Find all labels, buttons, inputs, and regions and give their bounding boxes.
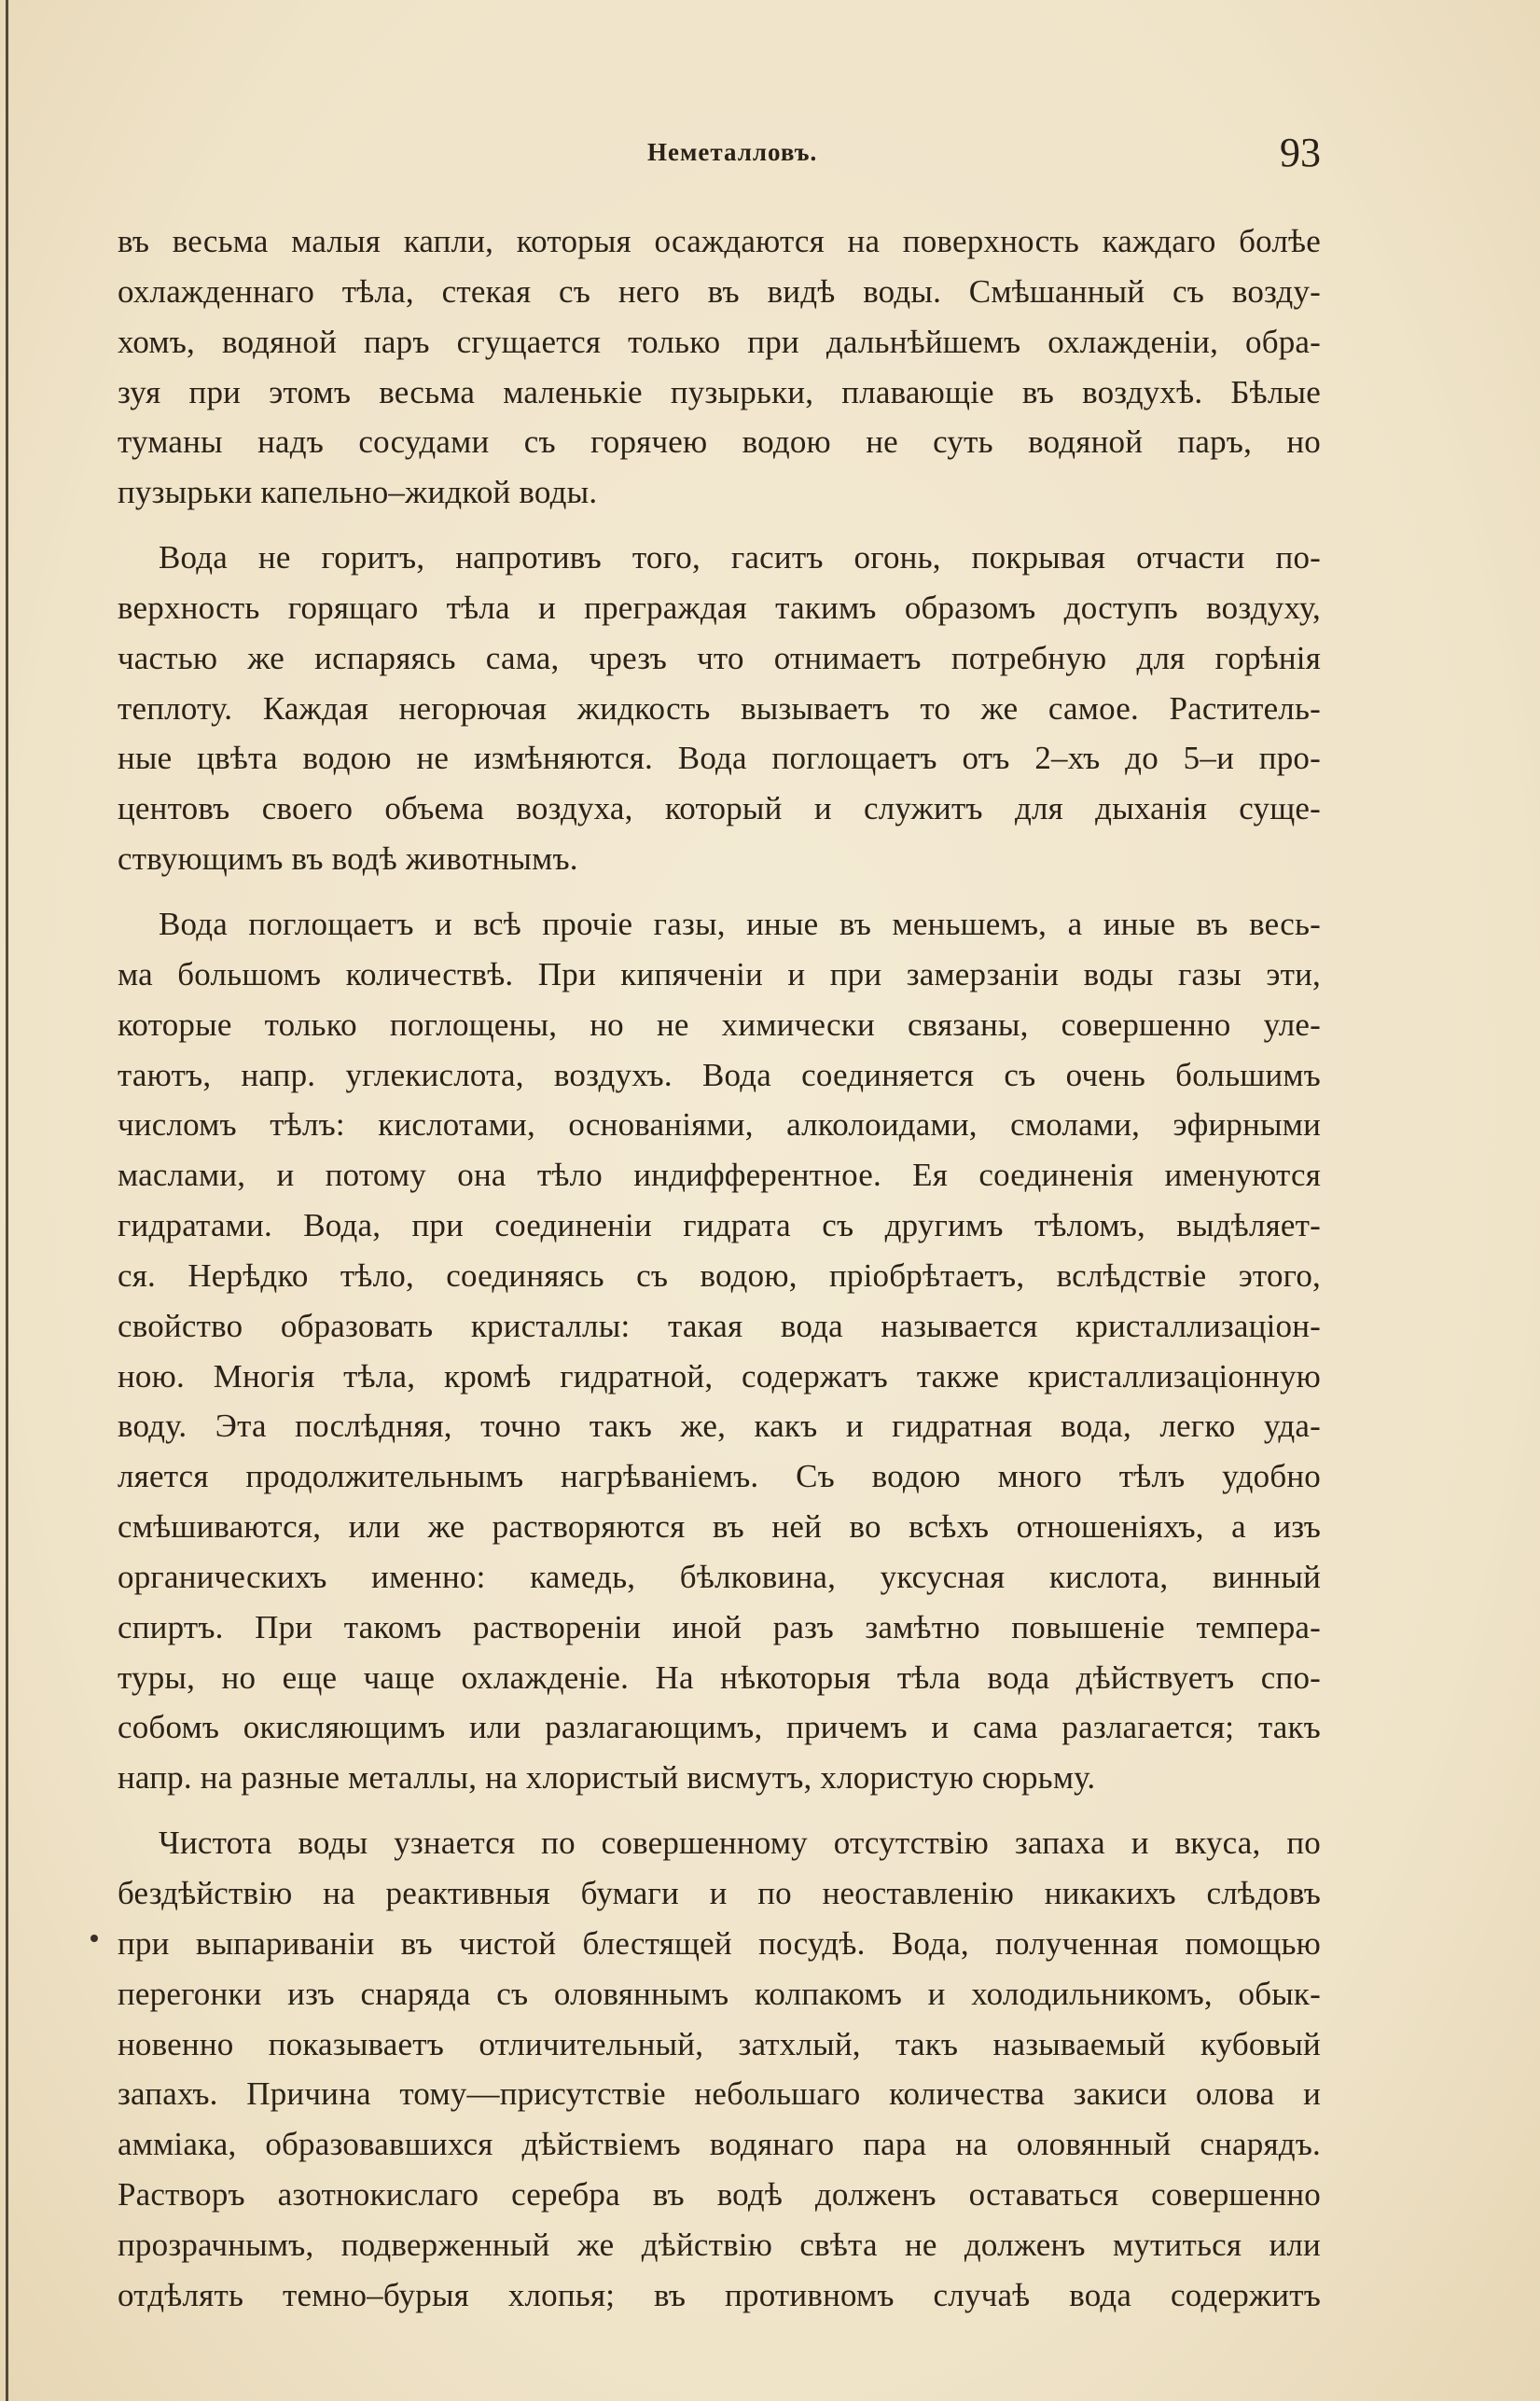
paragraph-1	[118, 216, 1321, 518]
text-line: напр. на разные металлы, на хлористый висмутъ, хлористую сюрьму.	[118, 1759, 1096, 1797]
text-line: хомъ, водяной паръ сгущается только при дальнѣйшемъ охлажденіи, обра-	[118, 323, 1321, 360]
text-line: частью же испаряясь сама, чрезъ что отнимаетъ потребную для горѣнія	[118, 639, 1321, 676]
text-line: спиртъ. При такомъ раствореніи иной разъ замѣтно повышеніе темпера-	[118, 1608, 1321, 1645]
text-line: ствующимъ въ водѣ животнымъ.	[118, 840, 578, 878]
ink-spot-mark	[90, 1935, 98, 1942]
paragraph-3	[118, 899, 1321, 1803]
text-line: отдѣлять темно–бурыя хлопья; въ противномъ случаѣ вода содержитъ	[118, 2276, 1321, 2313]
paragraph-2	[118, 533, 1321, 884]
text-line: воду. Эта послѣдняя, точно такъ же, какъ и гидратная вода, легко уда-	[118, 1408, 1321, 1445]
text-line: ные цвѣта водою не измѣняются. Вода поглощаетъ отъ 2–хъ до 5–и про-	[118, 740, 1321, 777]
text-line: теплоту. Каждая негорючая жидкость вызываетъ то же самое. Раститель-	[118, 689, 1321, 727]
text-line: таютъ, напр. углекислота, воздухъ. Вода соединяется съ очень большимъ	[118, 1056, 1321, 1093]
text-line: числомъ тѣлъ: кислотами, основаніями, алколоидами, смолами, эфирными	[118, 1106, 1321, 1144]
text-line: запахъ. Причина тому—присутствіе небольшаго количества закиси олова и	[118, 2075, 1321, 2113]
text-line: туры, но еще чаще охлажденіе. На нѣкоторыя тѣла вода дѣйствуетъ спо-	[118, 1658, 1321, 1696]
text-line: зуя при этомъ весьма маленькіе пузырьки, плавающіе въ воздухѣ. Бѣлые	[118, 373, 1321, 410]
page-header	[0, 129, 1540, 185]
text-line: Вода поглощаетъ и всѣ прочіе газы, иные въ меньшемъ, а иные въ весь-	[159, 905, 1321, 942]
text-line: которые только поглощены, но не химически связаны, совершенно уле-	[118, 1006, 1321, 1043]
text-line: пузырьки капельно–жидкой воды.	[118, 474, 598, 511]
page-edge-line	[6, 0, 8, 2401]
text-line: при выпариваніи въ чистой блестящей посудѣ. Вода, полученная помощью	[118, 1924, 1321, 1962]
text-line: ляется продолжительнымъ нагрѣваніемъ. Съ водою много тѣлъ удобно	[118, 1458, 1321, 1495]
text-line: прозрачнымъ, подверженный же дѣйствію свѣта не долженъ мутиться или	[118, 2226, 1321, 2263]
text-line: центовъ своего объема воздуха, который и служитъ для дыханія суще-	[118, 790, 1321, 827]
paragraph-4	[118, 1818, 1321, 2320]
text-line: новенно показываетъ отличительный, затхлый, такъ называемый кубовый	[118, 2025, 1321, 2062]
text-line: маслами, и потому она тѣло индифферентное. Ея соединенія именуются	[118, 1157, 1321, 1194]
text-line: Вода не горитъ, напротивъ того, гаситъ огонь, покрывая отчасти по-	[159, 539, 1321, 576]
text-line: смѣшиваются, или же растворяются въ ней во всѣхъ отношеніяхъ, а изъ	[118, 1508, 1321, 1546]
text-line: свойство образовать кристаллы: такая вода называется кристаллизаціон-	[118, 1307, 1321, 1344]
text-line: охлажденнаго тѣла, стекая съ него въ видѣ воды. Смѣшанный съ возду-	[118, 272, 1321, 310]
text-line: ною. Многія тѣла, кромѣ гидратной, содержатъ также кристаллизаціонную	[118, 1357, 1321, 1395]
page-number: 93	[1280, 130, 1321, 175]
text-line: Растворъ азотнокислаго серебра въ водѣ долженъ оставаться совершенно	[118, 2176, 1321, 2214]
text-line: амміака, образовавшихся дѣйствіемъ водянаго пара на оловянный снарядъ.	[118, 2126, 1321, 2163]
running-head: Неметалловъ.	[647, 138, 818, 166]
text-line: бездѣйствію на реактивныя бумаги и по неоставленію никакихъ слѣдовъ	[118, 1875, 1321, 1911]
text-line: Чистота воды узнается по совершенному отсутствію запаха и вкуса, по	[159, 1825, 1321, 1862]
text-line: гидратами. Вода, при соединеніи гидрата съ другимъ тѣломъ, выдѣляет-	[118, 1207, 1321, 1244]
text-line: перегонки изъ снаряда съ оловяннымъ колпакомъ и холодильникомъ, обык-	[118, 1975, 1321, 2012]
text-line: верхность горящаго тѣла и преграждая такимъ образомъ доступъ воздуху,	[118, 589, 1321, 626]
body-text	[118, 216, 1321, 2336]
text-line: органическихъ именно: камедь, бѣлковина, уксусная кислота, винный	[118, 1558, 1321, 1595]
text-line: собомъ окисляющимъ или разлагающимъ, причемъ и сама разлагается; такъ	[118, 1709, 1321, 1746]
text-line: туманы надъ сосудами съ горячею водою не суть водяной паръ, но	[118, 423, 1321, 461]
text-line: ся. Нерѣдко тѣло, соединяясь съ водою, пріобрѣтаетъ, вслѣдствіе этого,	[118, 1256, 1321, 1294]
text-line: ма большомъ количествѣ. При кипяченіи и при замерзаніи воды газы эти,	[118, 955, 1321, 992]
text-line: въ весьма малыя капли, которыя осаждаются на поверхность каждаго болѣе	[118, 223, 1321, 259]
